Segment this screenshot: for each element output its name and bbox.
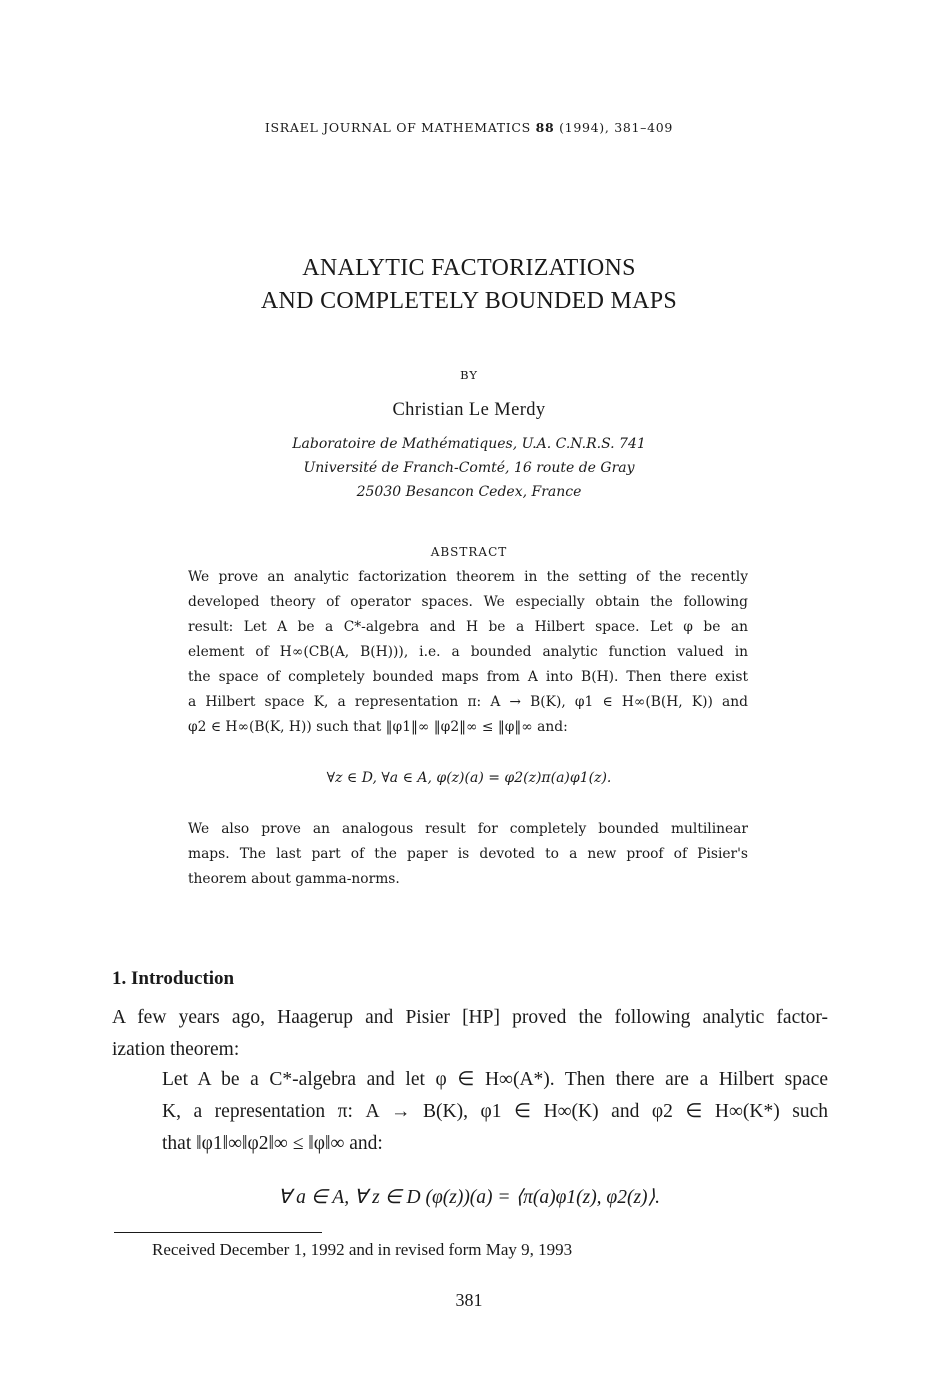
abstract-line: φ2 ∈ H∞(B(K, H)) such that ‖φ1‖∞ ‖φ2‖∞ ≤ ‖φ‖∞ and: bbox=[188, 719, 568, 735]
journal-name: ISRAEL JOURNAL OF MATHEMATICS bbox=[264, 120, 531, 135]
affiliation-line-3: 25030 Besancon Cedex, France bbox=[356, 484, 582, 500]
abstract-paragraph-2 bbox=[188, 817, 748, 892]
abstract-line: We also prove an analogous result for completely bounded multilinear bbox=[188, 821, 748, 837]
journal-year-pages: (1994), 381–409 bbox=[559, 120, 674, 135]
abstract-line: result: Let A be a C*-algebra and H be a Hilbert space. Let φ be an bbox=[188, 619, 748, 635]
running-header bbox=[0, 120, 938, 135]
title-line-1: ANALYTIC FACTORIZATIONS bbox=[302, 255, 636, 281]
abstract-line: element of H∞(CB(A, B(H))), i.e. a bounded analytic function valued in bbox=[188, 644, 748, 660]
theorem-line: Let A be a C*-algebra and let φ ∈ H∞(A*). Then there are a Hilbert space bbox=[162, 1069, 828, 1090]
affiliation-line-2: Université de Franch-Comté, 16 route de Gray bbox=[303, 460, 635, 476]
theorem-line: that ‖φ1‖∞‖φ2‖∞ ≤ ‖φ‖∞ and: bbox=[162, 1133, 383, 1154]
theorem-statement bbox=[162, 1064, 828, 1160]
body-line: A few years ago, Haagerup and Pisier [HP] proved the following analytic factor- bbox=[112, 1007, 828, 1028]
affiliation-line-1: Laboratoire de Mathématiques, U.A. C.N.R.S. 741 bbox=[292, 436, 646, 452]
author-name: Christian Le Merdy bbox=[392, 400, 546, 420]
footnote-rule bbox=[114, 1232, 322, 1233]
abstract-line: the space of completely bounded maps from A into B(H). Then there exist bbox=[188, 669, 748, 685]
journal-volume: 88 bbox=[535, 120, 555, 135]
section-heading: 1. Introduction bbox=[112, 968, 235, 989]
affiliation bbox=[0, 432, 938, 504]
paper-title bbox=[0, 252, 938, 318]
received-footnote: Received December 1, 1992 and in revised form May 9, 1993 bbox=[152, 1240, 573, 1259]
page-number: 381 bbox=[455, 1290, 483, 1310]
abstract-line: a Hilbert space K, a representation π: A → B(K), φ1 ∈ H∞(B(H, K)) and bbox=[188, 694, 748, 710]
by-label: BY bbox=[460, 368, 478, 382]
abstract-paragraph-1 bbox=[188, 565, 748, 740]
intro-paragraph bbox=[112, 1002, 828, 1066]
theorem-equation: ∀ a ∈ A, ∀ z ∈ D (φ(z))(a) = ⟨π(a)φ1(z), φ2(z)⟩. bbox=[277, 1187, 661, 1208]
title-line-2: AND COMPLETELY BOUNDED MAPS bbox=[260, 288, 678, 314]
theorem-line: K, a representation π: A → B(K), φ1 ∈ H∞(K) and φ2 ∈ H∞(K*) such bbox=[162, 1101, 828, 1122]
abstract-heading: ABSTRACT bbox=[430, 545, 508, 559]
abstract-line: developed theory of operator spaces. We especially obtain the following bbox=[188, 594, 748, 610]
abstract-line: maps. The last part of the paper is devoted to a new proof of Pisier's bbox=[188, 846, 748, 862]
abstract-line: We prove an analytic factorization theorem in the setting of the recently bbox=[188, 569, 748, 585]
abstract-equation: ∀z ∈ D, ∀a ∈ A, φ(z)(a) = φ2(z)π(a)φ1(z). bbox=[326, 770, 612, 786]
body-line: ization theorem: bbox=[112, 1039, 240, 1060]
abstract-line: theorem about gamma-norms. bbox=[188, 871, 400, 887]
